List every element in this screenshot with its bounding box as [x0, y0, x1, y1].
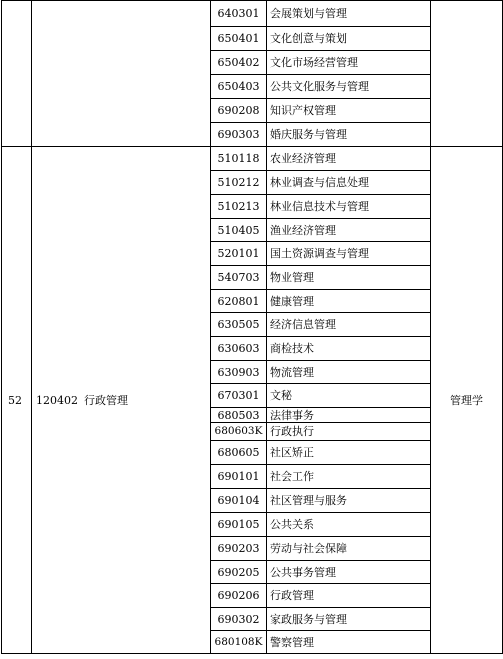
related-code-cell: 670301 [211, 384, 267, 408]
table-row [2, 1, 503, 27]
related-code-cell: 650402 [211, 51, 267, 75]
major-table-body [2, 1, 503, 654]
related-code-cell: 680503 [211, 408, 267, 423]
related-code-cell: 690208 [211, 99, 267, 123]
related-name-cell: 社会工作 [267, 465, 431, 489]
related-code-cell: 620801 [211, 290, 267, 313]
related-name-cell: 公共关系 [267, 513, 431, 537]
major-name: 行政管理 [84, 393, 128, 407]
related-name-cell: 社区管理与服务 [267, 489, 431, 513]
related-name-cell: 公共文化服务与管理 [267, 75, 431, 99]
related-code-cell: 690105 [211, 513, 267, 537]
related-code-cell: 630505 [211, 313, 267, 337]
related-name-cell: 法律事务 [267, 408, 431, 423]
related-code-cell: 650403 [211, 75, 267, 99]
related-code-cell: 690101 [211, 465, 267, 489]
related-code-cell: 680605 [211, 441, 267, 465]
related-code-cell: 520101 [211, 242, 267, 266]
related-name-cell: 行政执行 [267, 423, 431, 441]
related-name-cell: 文秘 [267, 384, 431, 408]
major-cell [32, 147, 211, 654]
major-table [1, 0, 503, 654]
related-code-cell: 540703 [211, 266, 267, 290]
related-name-cell: 林业信息技术与管理 [267, 195, 431, 219]
related-name-cell: 物业管理 [267, 266, 431, 290]
related-code-cell: 510212 [211, 171, 267, 195]
related-code-cell: 690302 [211, 608, 267, 631]
related-name-cell: 健康管理 [267, 290, 431, 313]
related-name-cell: 社区矫正 [267, 441, 431, 465]
related-name-cell: 劳动与社会保障 [267, 537, 431, 561]
major-cell [32, 1, 211, 147]
related-name-cell: 农业经济管理 [267, 147, 431, 171]
category-cell [431, 1, 503, 147]
related-code-cell: 690206 [211, 584, 267, 608]
related-name-cell: 物流管理 [267, 361, 431, 384]
related-name-cell: 经济信息管理 [267, 313, 431, 337]
related-code-cell: 510213 [211, 195, 267, 219]
related-code-cell: 690104 [211, 489, 267, 513]
related-code-cell: 680108K [211, 631, 267, 654]
related-name-cell: 会展策划与管理 [267, 1, 431, 27]
related-code-cell: 630903 [211, 361, 267, 384]
related-name-cell: 文化市场经营管理 [267, 51, 431, 75]
related-name-cell: 家政服务与管理 [267, 608, 431, 631]
related-name-cell: 婚庆服务与管理 [267, 123, 431, 147]
related-code-cell: 680603K [211, 423, 267, 441]
table-row [2, 147, 503, 171]
major-code: 120402 [36, 393, 78, 407]
related-name-cell: 知识产权管理 [267, 99, 431, 123]
related-code-cell: 630603 [211, 337, 267, 361]
related-code-cell: 690205 [211, 561, 267, 584]
related-code-cell: 690203 [211, 537, 267, 561]
seq-cell: 52 [2, 147, 32, 654]
related-name-cell: 文化创意与策划 [267, 27, 431, 51]
related-code-cell: 510118 [211, 147, 267, 171]
related-code-cell: 650401 [211, 27, 267, 51]
related-name-cell: 商检技术 [267, 337, 431, 361]
category-cell: 管理学 [431, 147, 503, 654]
seq-cell [2, 1, 32, 147]
related-name-cell: 国土资源调查与管理 [267, 242, 431, 266]
related-name-cell: 渔业经济管理 [267, 219, 431, 242]
related-name-cell: 行政管理 [267, 584, 431, 608]
related-name-cell: 警察管理 [267, 631, 431, 654]
related-code-cell: 640301 [211, 1, 267, 27]
related-name-cell: 公共事务管理 [267, 561, 431, 584]
related-code-cell: 510405 [211, 219, 267, 242]
related-name-cell: 林业调查与信息处理 [267, 171, 431, 195]
related-code-cell: 690303 [211, 123, 267, 147]
